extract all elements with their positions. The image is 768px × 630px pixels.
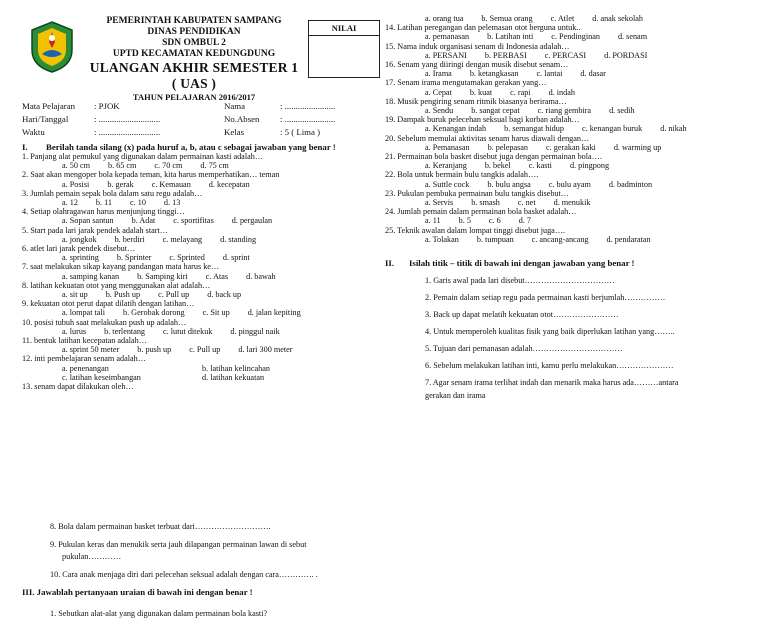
answer-options (22, 235, 378, 244)
right-question-list (385, 14, 763, 244)
question-text: 24. Jumlah pemain dalam permainan bola basket adalah… (385, 207, 577, 217)
answer-option[interactable]: a. Cepat (425, 87, 452, 97)
answer-options (385, 143, 763, 152)
fill-item: 1. Garis awal pada lari disebut…………………………… (425, 276, 615, 286)
answer-option[interactable]: a. jongkok (62, 234, 97, 244)
answer-option[interactable]: d. back up (207, 290, 242, 300)
answer-option[interactable]: c. bulu ayam (548, 179, 591, 189)
fill-item: 6. Sebelum melakukan latihan inti, kamu perlu melakukan………………… (425, 361, 674, 371)
answer-option[interactable]: a. Sopan santun (62, 216, 114, 226)
question-item (22, 318, 378, 336)
fill-in-list (385, 272, 763, 401)
answer-option[interactable]: b. 5 (458, 216, 471, 226)
class-value: : 5 ( Lima ) (280, 127, 321, 137)
answer-option[interactable]: d. latihan kekuatan (202, 372, 265, 382)
answer-options (385, 180, 763, 189)
fill-item: 7. Agar senam irama terlihat indah dan menarik maka harus ada………antara (425, 378, 679, 388)
regency-emblem-icon (28, 20, 76, 74)
fill-item: gerakan dan irama (425, 391, 486, 401)
answer-option[interactable]: b. tumpuan (476, 234, 514, 244)
section-1-number: I. (22, 142, 28, 152)
answer-option[interactable]: a. Tolakan (425, 234, 459, 244)
absence-number-field[interactable]: : ....................... (280, 114, 336, 124)
answer-option[interactable]: b. pelepasan (487, 142, 529, 152)
answer-option[interactable]: a. Keranjang (425, 161, 467, 171)
question-text: 15. Nama induk organisasi senam di Indonesia adalah… (385, 41, 570, 51)
fill-item: 5. Tujuan dari pemanasan adalah…………………………… (425, 344, 623, 354)
question-text: 7. saat melakukan sikap kayang pandangan mata harus ke… (22, 262, 220, 272)
answer-options (385, 51, 763, 60)
answer-options (385, 106, 763, 115)
question-item (385, 97, 763, 115)
question-text: 22. Bola untuk bermain bulu tangkis adalah…. (385, 170, 539, 180)
fill-item: 2. Pemain dalam setiap regu pada permainan kasti berjumlah…………… (425, 293, 666, 303)
answer-option[interactable]: b. kuat (469, 87, 493, 97)
question-item (22, 336, 378, 354)
answer-options (22, 290, 378, 299)
question-text: 10. posisi tubuh saat melakukan push up adalah… (22, 317, 187, 327)
answer-option[interactable]: b. Samping kiri (137, 271, 188, 281)
question-text: 21. Permainan bola basket disebut juga dengan permainan bola…. (385, 152, 602, 162)
question-text: 5. Start pada lari jarak pendek adalah start… (22, 225, 168, 235)
question-item (22, 207, 378, 225)
left-question-list (22, 152, 378, 391)
answer-option[interactable]: c. melayang (162, 234, 203, 244)
answer-options (22, 216, 378, 225)
section-3-title: III. Jawablah pertanyaan uraian di bawah ini dengan benar ! (22, 587, 253, 597)
answer-option[interactable]: d. anak sekolah (592, 14, 643, 23)
question-text: 20. Sebelum memulai aktivitas senam harus diawali dengan… (385, 133, 590, 143)
section-1-heading (22, 142, 378, 152)
answer-option[interactable]: d. pinggul naik (230, 326, 280, 336)
answer-options (385, 235, 763, 244)
question-item (385, 189, 763, 207)
question-item (22, 299, 378, 317)
fill-item-9: 9. Pukulan keras dan menukik serta jauh dilapangan permainan lawan di sebut (50, 540, 307, 549)
question-item (22, 189, 378, 207)
question-item (22, 382, 378, 391)
answer-option[interactable]: a. Pemanasan (425, 142, 470, 152)
subject-label: Mata Pelajaran (22, 101, 76, 111)
question-text: 13. senam dapat dilakukan oleh… (22, 382, 134, 392)
answer-option[interactable]: c. net (517, 198, 536, 208)
answer-option[interactable]: d. nikah (660, 124, 687, 134)
date-label: Hari/Tanggal (22, 114, 69, 124)
exam-year: TAHUN PELAJARAN 2016/2017 (132, 92, 256, 102)
question-item (385, 170, 763, 188)
answer-option[interactable]: d. pergaulan (231, 216, 273, 226)
question-item (22, 354, 378, 382)
answer-options (22, 308, 378, 317)
answer-option[interactable]: d. pingpong (569, 161, 610, 171)
answer-option[interactable]: b. sangat cepat (471, 106, 520, 116)
answer-option[interactable]: c. gerakan kaki (546, 142, 596, 152)
answer-option[interactable]: c. PERCASI (544, 50, 587, 60)
section-2-heading (385, 258, 763, 268)
fill-item-9-cont: pukulan………… (62, 552, 122, 561)
answer-option[interactable]: b. Gerobak dorong (122, 308, 185, 318)
question-text: 12. inti pembelajaran senam adalah… (22, 354, 146, 364)
answer-option[interactable]: d. menukik (553, 198, 591, 208)
fill-item-8: 8. Bola dalam permainan basket terbuat dari………………………. (50, 522, 271, 531)
answer-options (385, 69, 763, 78)
answer-option[interactable]: a. Kenangan indah (425, 124, 487, 134)
time-field[interactable]: : ............................ (94, 127, 161, 137)
answer-option[interactable]: d. senam (617, 32, 648, 42)
answer-option[interactable]: b. Adat (131, 216, 156, 226)
answer-option[interactable]: c. latihan keseimbangan (62, 372, 141, 382)
question-item (385, 207, 763, 225)
meta-row-2 (22, 113, 378, 126)
answer-option[interactable]: c. Sit up (202, 308, 230, 318)
answer-option[interactable]: a. 11 (425, 216, 441, 226)
answer-option[interactable]: b. 11 (95, 198, 112, 208)
answer-options (385, 198, 763, 207)
question-text: 1. Panjang alat pemukul yang digunakan dalam permainan kasti adalah… (22, 152, 264, 161)
answer-option[interactable]: d. dasar (580, 69, 606, 79)
answer-option[interactable]: c. sportifitas (173, 216, 214, 226)
question-item (22, 262, 378, 280)
answer-option[interactable]: a. PERSANI (425, 50, 467, 60)
answer-option[interactable]: b. Sprinter (116, 253, 152, 263)
answer-option[interactable]: c. Pull up (189, 345, 221, 355)
answer-option[interactable]: c. kasti (528, 161, 552, 171)
answer-option[interactable]: b. bulu angsa (487, 179, 531, 189)
question-item (22, 152, 378, 170)
question-text: 18. Musik pengiring senam ritmik biasanya berirama… (385, 96, 567, 106)
answer-option[interactable]: b. bekel (484, 161, 511, 171)
meta-row-3 (22, 126, 378, 139)
answer-options (22, 198, 378, 207)
question-text: 9. kekuatan otot perut dapat dilatih dengan latihan… (22, 299, 195, 309)
answer-option[interactable]: c. lutut ditekuk (163, 326, 213, 336)
answer-options (22, 161, 378, 170)
question-text: 25. Teknik awalan dalam lompat tinggi disebut juga…. (385, 225, 566, 235)
question-text: 23. Pukulan pembuka permainan bulu tangkis disebut… (385, 188, 569, 198)
answer-option[interactable]: c. Pull up (158, 290, 190, 300)
answer-option[interactable]: b. gerak (107, 179, 134, 189)
question-item (385, 14, 763, 23)
question-item (385, 226, 763, 244)
answer-options (22, 272, 378, 281)
answer-option[interactable]: d. badminton (608, 179, 653, 189)
question-text: 6. atlet lari jarak pendek disebut… (22, 244, 136, 254)
answer-option[interactable]: c. Kemauan (151, 179, 191, 189)
header-text (86, 16, 302, 103)
answer-option[interactable]: a. Servis (425, 198, 454, 208)
answer-option[interactable]: d. pendaratan (606, 234, 651, 244)
answer-option[interactable]: b. smash (471, 198, 500, 208)
question-item (22, 170, 378, 188)
answer-options (385, 32, 763, 41)
answer-option[interactable]: c. Atlet (550, 14, 575, 23)
answer-option[interactable]: b. 65 cm (107, 161, 137, 171)
answer-option[interactable]: b. semangat hidup (504, 124, 564, 134)
question-text: 11. bentuk latihan kecepatan adalah… (22, 336, 147, 346)
header-line4: UPTD KECAMATAN KEDUNGDUNG (112, 49, 276, 59)
question-text: 3. Jumlah pemain sepak bola dalam satu regu adalah… (22, 188, 203, 198)
answer-options (22, 180, 378, 189)
section-1-title: Berilah tanda silang (x) pada huruf a, b, atau c sebagai jawaban yang benar ! (46, 142, 336, 152)
question-text: 2. Saat akan mengoper bola kepada teman, kita harus memperhatikan… teman (22, 170, 280, 180)
answer-options (385, 161, 763, 170)
answer-option[interactable]: a. Irama (425, 69, 452, 79)
answer-option[interactable]: a. lurus (62, 326, 87, 336)
question-item (385, 152, 763, 170)
answer-option[interactable]: b. berdiri (114, 234, 145, 244)
fill-item-10: 10. Cara anak menjaga diri dari pelecehan seksual adalah dengan cara…………. . (50, 570, 318, 579)
answer-option[interactable]: a. sprinting (62, 253, 99, 263)
answer-option[interactable]: d. sprint (222, 253, 250, 263)
answer-option[interactable]: a. 50 cm (62, 161, 90, 171)
essay-item-1: 1. Sebutkan alat-alat yang digunakan dalam permainan bola kasti? (50, 609, 268, 618)
answer-option[interactable]: c. Atas (205, 271, 229, 281)
answer-option[interactable]: d. bawah (246, 271, 276, 281)
answer-option[interactable]: b. ketangkasan (469, 69, 519, 79)
date-field[interactable]: : ............................ (94, 114, 161, 124)
answer-option[interactable]: d. lari 300 meter (238, 345, 293, 355)
answer-option[interactable]: c. lantai (536, 69, 563, 79)
answer-option[interactable]: b. push up (137, 345, 172, 355)
section-2-number: II. (385, 258, 395, 269)
answer-option[interactable]: a. penenangan (62, 363, 109, 373)
question-item (22, 226, 378, 244)
subject-value: : PJOK (94, 101, 120, 111)
answer-option[interactable]: d. indah (548, 87, 575, 97)
answer-option[interactable]: c. 70 cm (154, 161, 183, 171)
answer-option[interactable]: b. PERBASI (484, 50, 527, 60)
answer-option[interactable]: d. sedih (609, 106, 635, 116)
name-field[interactable]: : ....................... (280, 101, 336, 111)
bottom-section (22, 521, 762, 618)
answer-option[interactable]: c. Sprinted (169, 253, 205, 263)
header-line2: DINAS PENDIDIKAN (147, 27, 241, 37)
answer-option[interactable]: d. kecepatan (208, 179, 250, 189)
exam-header (22, 14, 378, 100)
question-item (22, 281, 378, 299)
question-item (22, 244, 378, 262)
answer-option[interactable]: c. riang gembira (537, 106, 592, 116)
answer-option[interactable]: a. lompat tali (62, 308, 105, 318)
answer-option[interactable]: c. rapi (510, 87, 531, 97)
question-item (385, 60, 763, 78)
answer-option[interactable]: d. 13 (163, 198, 181, 208)
fill-item: 4. Untuk memperoleh kualitas fisik yang baik diperlukan latihan yang…….. (425, 327, 675, 337)
answer-options (22, 253, 378, 262)
answer-option[interactable]: a. samping kanan (62, 271, 120, 281)
question-text: 4. Setiap olahragawan harus menjunjung tinggi… (22, 207, 185, 217)
answer-option[interactable]: a. pemanasan (425, 32, 470, 42)
answer-option[interactable]: a. 12 (62, 198, 78, 208)
answer-option[interactable]: c. 10 (130, 198, 146, 208)
answer-options (385, 216, 763, 225)
answer-options (385, 88, 763, 97)
answer-option[interactable]: c. ancang-ancang (531, 234, 589, 244)
answer-option[interactable]: b. Semua orang (481, 14, 533, 23)
absence-number-label: No.Absen (224, 114, 260, 124)
right-column (385, 14, 763, 401)
question-item (385, 42, 763, 60)
answer-option[interactable]: a. Sendu (425, 106, 454, 116)
answer-option[interactable]: c. 6 (488, 216, 501, 226)
question-text: 8. latihan kekuatan otot yang menggunakan alat adalah… (22, 280, 211, 290)
answer-option[interactable]: d. 75 cm (200, 161, 229, 171)
answer-option[interactable]: b. Latihan inti (487, 32, 534, 42)
answer-option[interactable]: b. terlentang (104, 326, 146, 336)
answer-options (22, 345, 378, 354)
question-item (385, 78, 763, 96)
answer-option[interactable]: b. Push up (105, 290, 141, 300)
question-item (385, 23, 763, 41)
question-item (385, 115, 763, 133)
question-text: 14. Latihan peregangan dan pelemasan otot berguna untuk.. (385, 23, 581, 33)
question-item (385, 134, 763, 152)
answer-option[interactable]: b. latihan kelincahan (202, 363, 270, 373)
fill-item: 3. Back up dapat melatih kekuatan otot…………………… (425, 310, 619, 320)
header-line3: SDN OMBUL 2 (162, 38, 226, 48)
answer-option[interactable]: c. Pendinginan (551, 32, 600, 42)
question-text: 16. Senam yang diiringi dengan musik disebut senam… (385, 60, 569, 70)
answer-option[interactable]: a. orang tua (425, 14, 464, 23)
score-label: NILAI (309, 21, 379, 36)
score-box[interactable] (308, 20, 380, 78)
header-line1: PEMERINTAH KABUPATEN SAMPANG (106, 16, 282, 26)
answer-option[interactable]: d. PORDASI (604, 50, 648, 60)
answer-option[interactable]: d. jalan kepiting (247, 308, 301, 318)
class-label: Kelas (224, 127, 245, 137)
answer-option[interactable]: a. sprint 50 meter (62, 345, 120, 355)
answer-options (22, 327, 378, 336)
exam-title: ULANGAN AKHIR SEMESTER 1 ( UAS ) (89, 60, 299, 91)
section-2-title: Isilah titik – titik di bawah ini dengan jawaban yang benar ! (409, 258, 635, 269)
answer-options (385, 14, 763, 23)
answer-option[interactable]: d. warming up (613, 142, 662, 152)
answer-options (385, 124, 763, 133)
answer-option[interactable]: a. sit up (62, 290, 88, 300)
time-label: Waktu (22, 127, 45, 137)
left-column (22, 14, 378, 391)
question-text: 17. Senam irama mengutamakan gerakan yang… (385, 78, 547, 88)
answer-option[interactable]: a. Posisi (62, 179, 90, 189)
answer-option[interactable]: a. Suttle cock (425, 179, 470, 189)
answer-option[interactable]: d. standing (220, 234, 257, 244)
answer-option[interactable]: d. 7 (518, 216, 532, 226)
answer-option[interactable]: c. kenangan buruk (581, 124, 643, 134)
name-label: Nama (224, 101, 246, 111)
answer-options (22, 364, 378, 382)
question-text: 19. Dampak buruk pelecehan seksual bagi korban adalah… (385, 115, 580, 125)
